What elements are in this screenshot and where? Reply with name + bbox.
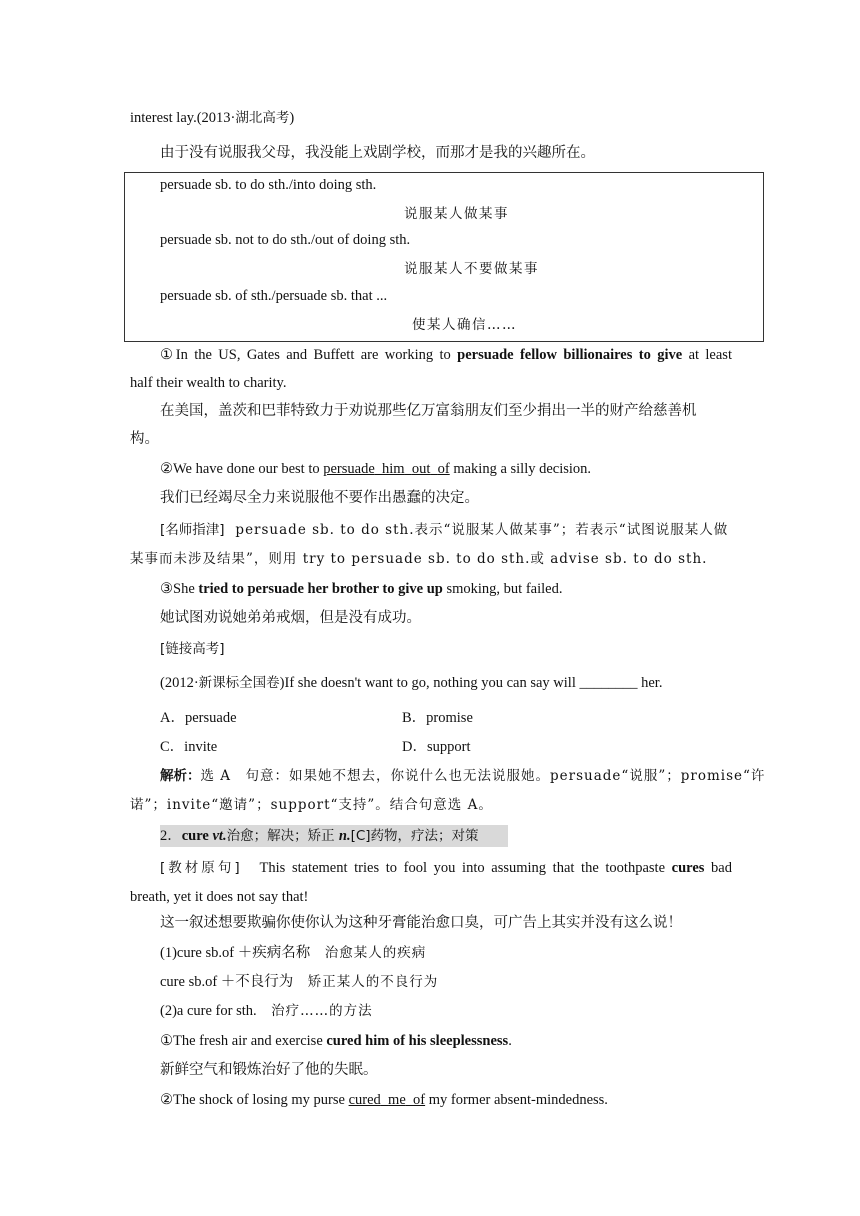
text: (2012· [160,675,199,691]
box-row2-en: persuade sb. not to do sth./out of doing sth. [160,232,411,248]
textbook-sentence-cont: breath, yet it does not say that! [130,889,309,905]
phrase-zh: 治愈某人的疾病 [324,945,427,961]
blank-word: out [411,461,431,477]
orig-label: [教材原句] [160,860,240,876]
textbook-sentence [160,858,732,878]
answer-text: 选 A 句意：如果她不想去，你说什么也无法说服她。persuade“说服”；promise“许 [200,768,766,784]
blank-word: of [437,461,450,477]
cure-example-2 [160,1090,608,1110]
phrase-zh: 治疗……的方法 [271,1003,373,1019]
tip-line [160,520,728,540]
phrase-1 [160,943,426,963]
option-d: D．support [402,739,471,755]
headword: cure [181,828,213,844]
example-2-zh: 我们已经竭尽全力来说服他不要作出愚蠢的决定。 [160,490,479,506]
bold-text: persuade fellow billionaires to give [457,347,683,363]
text: )If she doesn't want to go, nothing you can say will ________ her. [279,675,663,691]
text: ③She [160,581,199,597]
bold-text: tried to persuade her brother to give up [198,581,443,597]
textbook-sentence-zh: 这一叙述想要欺骗你使你认为这种牙膏能治愈口臭，可广告上其实并没有这么说！ [160,915,682,931]
answer-blank [323,461,449,477]
example-1-zh-cont: 构。 [130,431,159,447]
text: . [508,1033,512,1049]
tip-label: [名师指津] [160,522,225,538]
answer-line-cont: 诺”；invite“邀请”；support“支持”。结合句意选 A。 [130,797,493,813]
question [160,673,662,693]
example-2 [160,459,591,479]
example-3 [160,579,562,599]
example-1-cont: half their wealth to charity. [130,375,287,391]
line-interest-lay [130,108,294,128]
meaning: [C]药物，疗法；对策 [350,828,479,844]
source-tag: 新课标全国卷 [198,675,280,691]
meaning: 治愈；解决；矫正 [226,828,339,844]
text: interest lay.(2013· [130,110,236,126]
bold-text: cured him of his sleeplessness [326,1033,509,1049]
example-1 [160,345,732,365]
text: ①The fresh air and exercise [160,1033,327,1049]
blank-word: of [413,1092,426,1108]
phrase-en: cure sb.of ＋不良行为 [160,974,294,990]
option-a: A．persuade [160,710,237,726]
part-of-speech: n. [338,828,351,844]
tip-line-cont: 某事而未涉及结果”，则用 try to persuade sb. to do sth.或 advise sb. to do sth. [130,551,708,567]
box-row1-zh: 说服某人做某事 [404,206,509,222]
text: ②We have done our best to [160,461,324,477]
phrase-en: (2)a cure for sth. [160,1003,257,1019]
answer-blank [349,1092,426,1108]
text: ) [289,110,295,126]
phrase-2 [160,972,438,992]
text: smoking, but failed. [442,581,563,597]
blank-word: cured [348,1092,381,1108]
example-3-zh: 她试图劝说她弟弟戒烟，但是没有成功。 [160,610,421,626]
text: This statement tries to fool you into assuming that the toothpaste [259,860,672,876]
box-row1-en: persuade sb. to do sth./into doing sth. [160,177,377,193]
example-1-zh: 在美国，盖茨和巴菲特致力于劝说那些亿万富翁朋友们至少捐出一半的财产给慈善机 [160,403,697,419]
part-of-speech: vt. [212,828,227,844]
phrase-zh: 矫正某人的不良行为 [307,974,439,990]
text: at least [682,347,732,363]
heading-cure [160,826,479,846]
tip-text: persuade sb. to do sth.表示“说服某人做某事”；若表示“试图说服某人做 [235,522,729,538]
answer-label: 解析： [160,768,201,784]
source-tag: 湖北高考 [235,110,290,126]
box-row3-en: persuade sb. of sth./persuade sb. that ... [160,288,388,304]
option-b: B．promise [402,710,473,726]
blank-word: me [388,1092,406,1108]
bold-text: cures [671,860,705,876]
answer-line [160,766,765,786]
text: my former absent-mindedness. [425,1092,608,1108]
blank-word: persuade [323,461,375,477]
blank-word: him [382,461,405,477]
text: ①In the US, Gates and Buffett are working to [160,347,458,363]
box-row2-zh: 说服某人不要做某事 [404,261,539,277]
text: making a silly decision. [449,461,592,477]
link-label: [链接高考] [160,641,225,657]
phrase-en: (1)cure sb.of ＋疾病名称 [160,945,311,961]
text: 2． [160,828,182,844]
text: bad [704,860,732,876]
box-row3-zh: 使某人确信…… [412,317,517,333]
phrase-3 [160,1001,373,1021]
cure-example-1-zh: 新鲜空气和锻炼治好了他的失眠。 [160,1062,378,1078]
line-translation: 由于没有说服我父母，我没能上戏剧学校，而那才是我的兴趣所在。 [160,145,595,161]
cure-example-1 [160,1031,512,1051]
text: ②The shock of losing my purse [160,1092,349,1108]
option-c: C．invite [160,739,218,755]
